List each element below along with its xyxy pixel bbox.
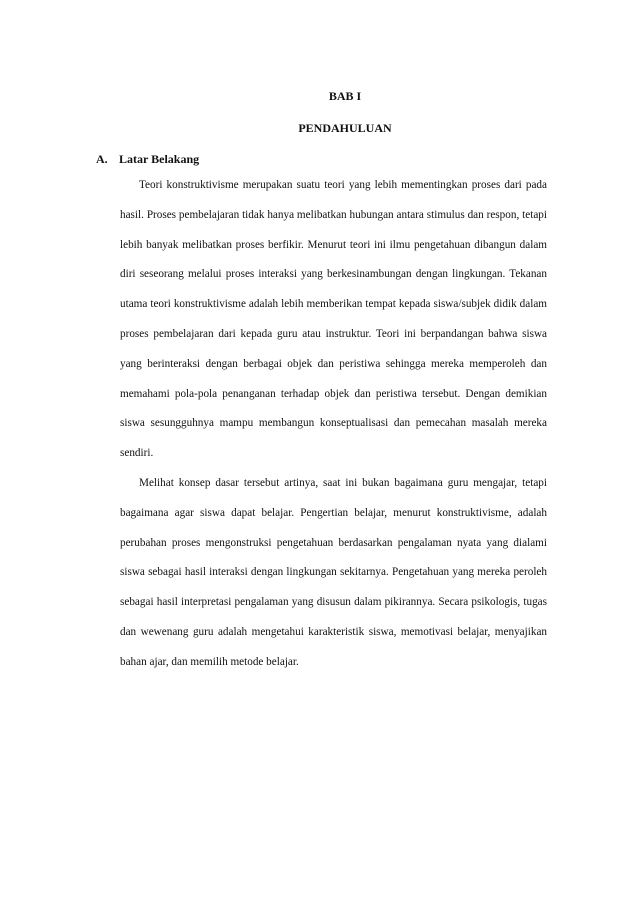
paragraph-1: Teori konstruktivisme merupakan suatu teori yang lebih mementingkan proses dari pada hasil. Proses pembelajaran tidak hanya melibatkan hubungan antara stimulus dan respon, tetapi lebih banyak melibatkan proses berfikir. Menurut teori ini ilmu pengetahuan dibangun dalam diri seseorang melalui proses interaksi yang berkesinambungan dengan lingkungan. Tekanan utama teori konstruktivisme adalah lebih memberikan tempat kepada siswa/subjek didik dalam proses pembelajaran dari kepada guru atau instruktur. Teori ini berpandangan bahwa siswa yang berinteraksi dengan berbagai objek dan peristiwa sehingga mereka memperoleh dan memahami pola-pola penanganan terhadap objek dan peristiwa tersebut. Dengan demikian siswa sesungguhnya mampu membangun konseptualisasi dan pemecahan masalah mereka sendiri. [120,179,547,460]
section-title: Latar Belakang [119,152,200,166]
section-letter: A. [96,152,108,166]
section-heading [96,151,199,167]
chapter-title: PENDAHULUAN [298,121,392,135]
body-text [120,171,547,678]
paragraph-2: Melihat konsep dasar tersebut artinya, saat ini bukan bagaimana guru mengajar, tetapi bagaimana agar siswa dapat belajar. Pengertian belajar, menurut konstruktivisme, adalah perubahan proses mengonstruksi pengetahuan berdasarkan pengalaman nyata yang dialami siswa sebagai hasil interaksi dengan lingkungan sekitarnya. Pengetahuan yang mereka peroleh sebagai hasil interpretasi pengalaman yang disusun dalam pikirannya. Secara psikologis, tugas dan wewenang guru adalah mengetahui karakteristik siswa, memotivasi belajar, menyajikan bahan ajar, dan memilih metode belajar. [120,476,547,668]
chapter-number: BAB I [328,89,362,103]
